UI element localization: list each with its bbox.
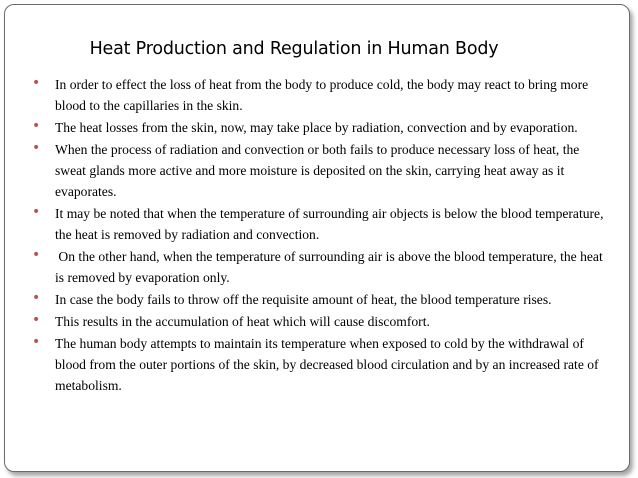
bullet-item [32,246,607,288]
bullet-icon: • [32,140,41,156]
bullet-icon: • [32,312,41,328]
bullet-item [32,117,607,138]
bullet-text: This results in the accumulation of heat which will cause discomfort. [55,314,430,329]
bullet-item [32,311,607,332]
bullet-item [32,203,607,245]
bullet-icon: • [32,75,41,91]
bullet-icon: • [32,334,41,350]
bullet-text: On the other hand, when the temperature of surrounding air is above the blood temperature, the heat is removed by evaporation only. [55,249,607,285]
bullet-item [32,289,607,310]
bullet-item [32,74,607,116]
bullet-item [32,139,607,202]
slide-title: Heat Production and Regulation in Human Body [89,39,499,59]
slide-frame [4,4,630,472]
bullet-icon: • [32,247,41,263]
bullet-text: In order to effect the loss of heat from the body to produce cold, the body may react to bring more blood to the capillaries in the skin. [55,77,589,113]
bullet-text: In case the body fails to throw off the requisite amount of heat, the blood temperature rises. [55,292,552,307]
bullet-item [32,333,607,396]
bullet-text: The heat losses from the skin, now, may take place by radiation, convection and by evaporation. [55,120,578,135]
bullet-icon: • [32,118,41,134]
bullet-list [32,74,607,396]
bullet-text: It may be noted that when the temperature of surrounding air objects is below the blood temperature, the heat is removed by radiation and convection. [55,206,604,242]
bullet-icon: • [32,290,41,306]
bullet-text: When the process of radiation and convection or both fails to produce necessary loss of heat, the sweat glands more active and more moisture is deposited on the skin, carrying heat away as it evaporates. [55,142,580,199]
bullet-text: The human body attempts to maintain its temperature when exposed to cold by the withdrawal of blood from the outer portions of the skin, by decreased blood circulation and by an increased rate of metabolism. [55,336,599,393]
bullet-icon: • [32,204,41,220]
